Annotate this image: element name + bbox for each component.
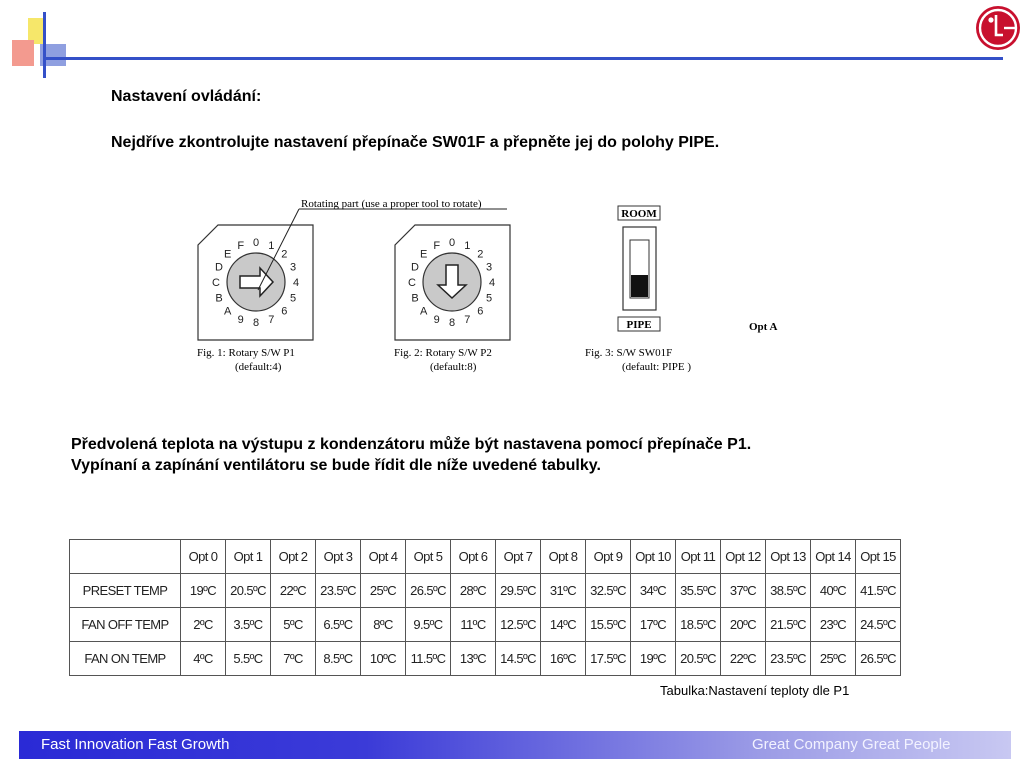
dial-label: 1 (464, 240, 471, 252)
table-cell: 5.5ºC (226, 642, 271, 676)
column-header: Opt 4 (361, 540, 406, 574)
table-cell: 38.5ºC (766, 574, 811, 608)
temperature-table (69, 539, 901, 676)
fig2-caption: Fig. 2: Rotary S/W P2 (394, 347, 492, 359)
table-cell: 34ºC (631, 574, 676, 608)
rotating-part-label: Rotating part (use a proper tool to rotate) (301, 198, 482, 210)
header-horizontal-rule (43, 57, 1003, 60)
column-header: Opt 2 (271, 540, 316, 574)
table-cell: 15.5ºC (586, 608, 631, 642)
table-cell: 3.5ºC (226, 608, 271, 642)
dial-label: 0 (252, 237, 260, 249)
fig1-default: (default:4) (235, 361, 282, 373)
instruction-text: Nejdříve zkontrolujte nastavení přepínače SW01F a přepněte jej do polohy PIPE. (111, 134, 720, 151)
rotary-switch-p2 (395, 225, 510, 340)
table-cell: 16ºC (541, 642, 586, 676)
table-cell: 25ºC (811, 642, 856, 676)
table-cell: 20ºC (721, 608, 766, 642)
row-header: FAN ON TEMP (70, 642, 181, 676)
table-cell: 26.5ºC (856, 642, 901, 676)
table-cell: 26.5ºC (406, 574, 451, 608)
column-header: Opt 10 (631, 540, 676, 574)
dial-label: F (433, 240, 441, 252)
page-title: Nastavení ovládání: (111, 88, 262, 105)
table-cell: 20.5ºC (676, 642, 721, 676)
column-header: Opt 0 (181, 540, 226, 574)
table-cell: 19ºC (631, 642, 676, 676)
footer-slogan-left: Fast Innovation Fast Growth (41, 736, 230, 753)
dial-label: 8 (448, 317, 456, 329)
table-cell: 29.5ºC (496, 574, 541, 608)
room-label: ROOM (621, 208, 657, 220)
table-cell: 7ºC (271, 642, 316, 676)
column-header: Opt 11 (676, 540, 721, 574)
table-cell: 14.5ºC (496, 642, 541, 676)
table-row (70, 574, 901, 608)
dial-label: B (411, 292, 419, 305)
table-cell: 23.5ºC (766, 642, 811, 676)
table-cell: 31ºC (541, 574, 586, 608)
row-header: PRESET TEMP (70, 574, 181, 608)
dial-label: F (237, 240, 245, 252)
table-cell: 19ºC (181, 574, 226, 608)
column-header: Opt 8 (541, 540, 586, 574)
table-cell: 17ºC (631, 608, 676, 642)
dial-label: C (212, 277, 220, 289)
table-cell: 8ºC (361, 608, 406, 642)
dial-label: 7 (464, 314, 471, 326)
column-header: Opt 13 (766, 540, 811, 574)
table-row (70, 608, 901, 642)
dial-label: D (215, 261, 223, 274)
table-row (70, 642, 901, 676)
description-line-1: Předvolená teplota na výstupu z kondenzátoru může být nastavena pomocí přepínače P1. (71, 436, 752, 453)
table-cell: 25ºC (361, 574, 406, 608)
opt-a-label: Opt A (749, 321, 778, 333)
dial-label: E (224, 248, 232, 261)
column-header: Opt 1 (226, 540, 271, 574)
table-cell: 23ºC (811, 608, 856, 642)
dial-label: B (215, 292, 223, 305)
header-vertical-rule (43, 12, 46, 78)
column-header: Opt 5 (406, 540, 451, 574)
dial-label: C (408, 277, 416, 289)
fig3-default: (default: PIPE ) (622, 361, 692, 373)
dial-label: 4 (292, 277, 300, 289)
dial-label: 2 (281, 248, 288, 261)
rotary-switch-p1 (198, 225, 313, 340)
table-cell: 13ºC (451, 642, 496, 676)
row-header: FAN OFF TEMP (70, 608, 181, 642)
table-cell: 28ºC (451, 574, 496, 608)
dial-label: 3 (289, 261, 297, 274)
dial-label: 7 (268, 314, 275, 326)
table-cell: 40ºC (811, 574, 856, 608)
lg-logo-icon (974, 4, 1022, 52)
table-cell: 22ºC (721, 642, 766, 676)
dial-label: 0 (448, 237, 456, 249)
column-header: Opt 15 (856, 540, 901, 574)
table-cell: 41.5ºC (856, 574, 901, 608)
dial-label: 2 (477, 248, 484, 261)
table-cell: 9.5ºC (406, 608, 451, 642)
fig3-caption: Fig. 3: S/W SW01F (585, 347, 673, 359)
table-cell: 6.5ºC (316, 608, 361, 642)
table-cell: 12.5ºC (496, 608, 541, 642)
dial-label: E (420, 248, 428, 261)
table-header-row (70, 540, 901, 574)
decor-square-red (12, 40, 34, 66)
column-header: Opt 9 (586, 540, 631, 574)
table-cell: 18.5ºC (676, 608, 721, 642)
description-paragraph (71, 434, 751, 476)
table-cell: 4ºC (181, 642, 226, 676)
fig1-caption: Fig. 1: Rotary S/W P1 (197, 347, 295, 359)
dial-label: 4 (488, 277, 496, 289)
fig2-default: (default:8) (430, 361, 477, 373)
table-cell: 11ºC (451, 608, 496, 642)
table-caption: Tabulka:Nastavení teploty dle P1 (660, 683, 850, 698)
table-cell: 2ºC (181, 608, 226, 642)
dial-label: 8 (252, 317, 260, 329)
footer-slogan-right: Great Company Great People (752, 736, 951, 753)
pipe-label: PIPE (626, 319, 652, 331)
table-cell: 21.5ºC (766, 608, 811, 642)
dial-label: 5 (485, 292, 493, 305)
column-header: Opt 12 (721, 540, 766, 574)
dial-label: 9 (433, 314, 440, 326)
dial-label: A (420, 305, 428, 318)
table-cell: 23.5ºC (316, 574, 361, 608)
table-cell: 5ºC (271, 608, 316, 642)
table-cell: 20.5ºC (226, 574, 271, 608)
table-cell: 35.5ºC (676, 574, 721, 608)
table-cell: 10ºC (361, 642, 406, 676)
column-header: Opt 6 (451, 540, 496, 574)
column-header: Opt 14 (811, 540, 856, 574)
dial-label: 6 (281, 305, 288, 318)
slide-switch-sw01f (618, 206, 660, 331)
switch-figures (190, 195, 790, 380)
dial-label: 9 (237, 314, 244, 326)
dial-label: 1 (268, 240, 275, 252)
description-line-2: Vypínaní a zapínání ventilátoru se bude řídit dle níže uvedené tabulky. (71, 457, 601, 474)
dial-label: A (224, 305, 232, 318)
table-cell: 32.5ºC (586, 574, 631, 608)
table-cell: 24.5ºC (856, 608, 901, 642)
table-cell: 22ºC (271, 574, 316, 608)
table-cell: 14ºC (541, 608, 586, 642)
table-cell: 37ºC (721, 574, 766, 608)
column-header: Opt 7 (496, 540, 541, 574)
table-cell: 8.5ºC (316, 642, 361, 676)
dial-label: 3 (485, 261, 493, 274)
table-cell: 17.5ºC (586, 642, 631, 676)
dial-label: D (411, 261, 419, 274)
column-header: Opt 3 (316, 540, 361, 574)
dial-label: 5 (289, 292, 297, 305)
dial-label: 6 (477, 305, 484, 318)
table-cell: 11.5ºC (406, 642, 451, 676)
table-corner-cell (70, 540, 181, 574)
